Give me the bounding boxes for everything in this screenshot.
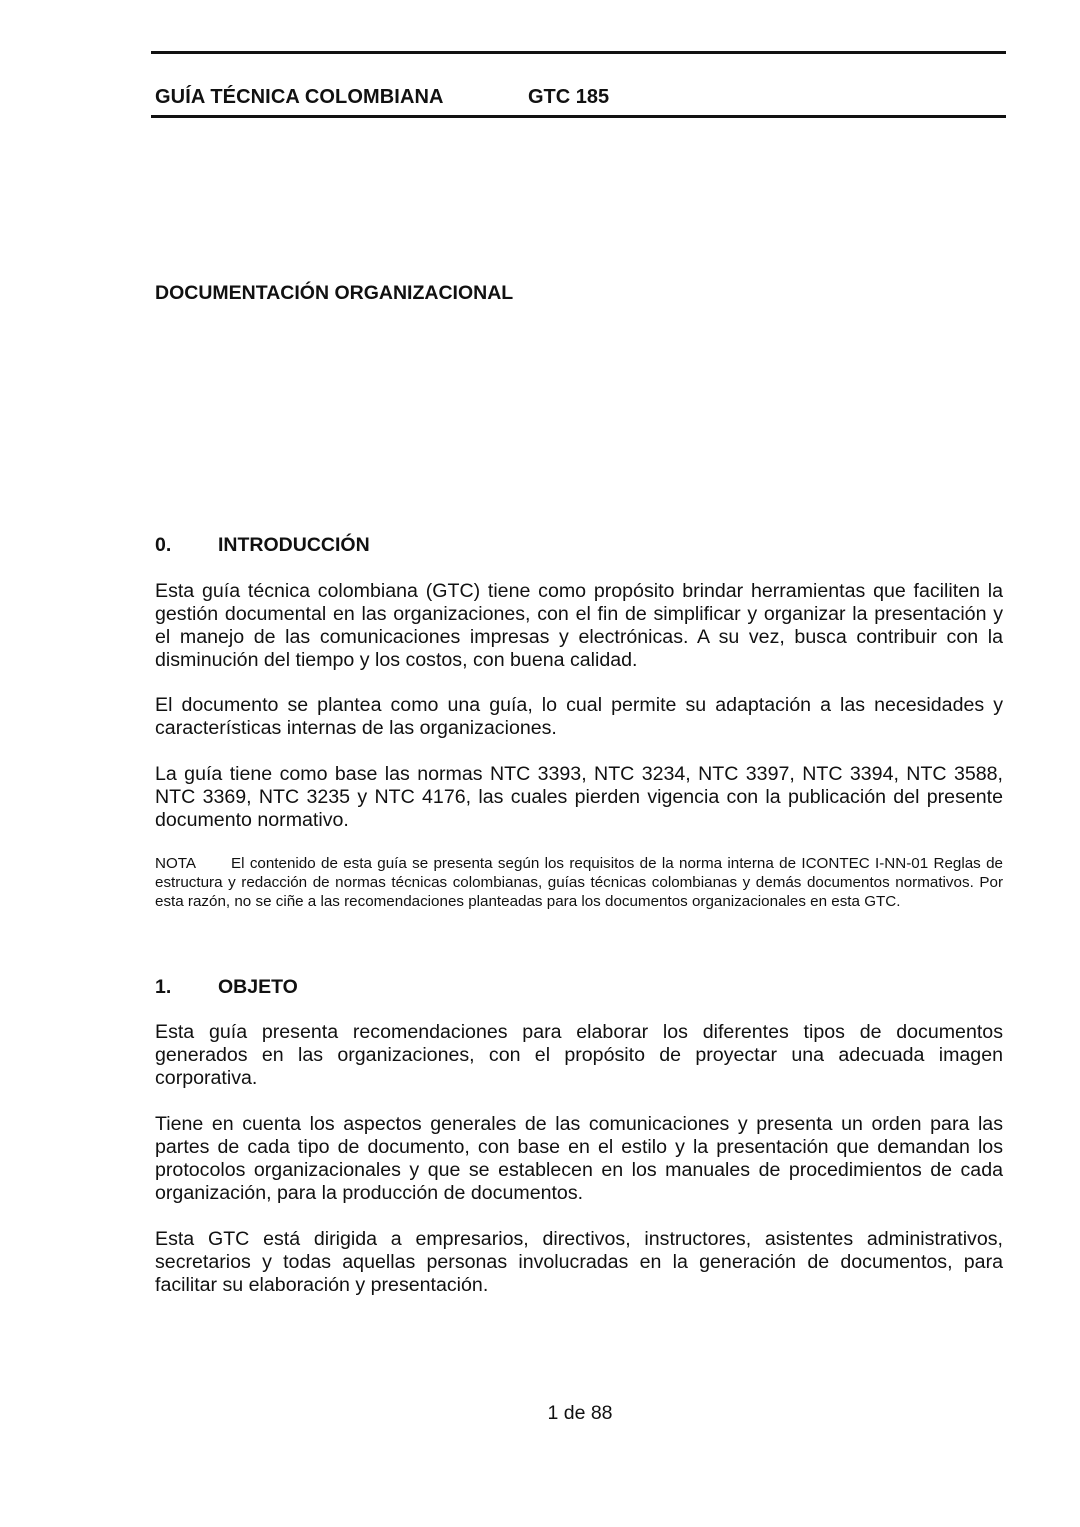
note-text: El contenido de esta guía se presenta según los requisitos de la norma interna de ICONTEC I-NN-01 Reglas de estructura y redacción de normas técnicas colombianas, guías técnicas colombianas y demás documentos normativos. Por esta razón, no se ciñe a las recomendaciones planteadas para los documentos organizacionales en esta GTC.	[155, 855, 1003, 910]
section-title: OBJETO	[218, 976, 298, 998]
page-number: 1 de 88	[547, 1402, 613, 1424]
paragraph: Esta guía presenta recomendaciones para elaborar los diferentes tipos de documentos generados en las organizaciones, con el propósito de proyectar una adecuada imagen corporativa.	[155, 1021, 1003, 1089]
section-heading-introduccion	[155, 534, 370, 557]
section-heading-objeto	[155, 976, 298, 999]
paragraph: Esta GTC está dirigida a empresarios, directivos, instructores, asistentes administrativos, secretarios y todas aquellas personas involucradas en la generación de documentos, para facilitar su elaboración y presentación.	[155, 1228, 1003, 1296]
paragraph: Esta guía técnica colombiana (GTC) tiene como propósito brindar herramientas que faciliten la gestión documental en las organizaciones, con el fin de simplificar y organizar la presentación y el manejo de las comunicaciones impresas y electrónicas. A su vez, busca contribuir con la disminución del tiempo y los costos, con buena calidad.	[155, 580, 1003, 671]
header-code: GTC 185	[528, 86, 610, 108]
paragraph: El documento se plantea como una guía, lo cual permite su adaptación a las necesidades y características internas de las organizaciones.	[155, 694, 1003, 739]
section-title: INTRODUCCIÓN	[218, 534, 370, 556]
header-title: GUÍA TÉCNICA COLOMBIANA	[155, 86, 444, 108]
document-title: DOCUMENTACIÓN ORGANIZACIONAL	[155, 282, 514, 304]
section-number: 0.	[155, 534, 172, 556]
note-label: NOTA	[155, 855, 197, 872]
header-bottom-rule	[151, 115, 1006, 118]
paragraph: Tiene en cuenta los aspectos generales de las comunicaciones y presenta un orden para las partes de cada tipo de documento, con base en el estilo y la presentación que demandan los protocolos organizacionales y que se establecen en los manuales de procedimientos de cada organización, para la producción de documentos.	[155, 1113, 1003, 1204]
section-number: 1.	[155, 976, 172, 998]
header-top-rule	[151, 51, 1006, 54]
paragraph: La guía tiene como base las normas NTC 3393, NTC 3234, NTC 3397, NTC 3394, NTC 3588, NTC 3369, NTC 3235 y NTC 4176, las cuales pierden vigencia con la publicación del presente documento normativo.	[155, 763, 1003, 831]
note	[155, 854, 1003, 911]
